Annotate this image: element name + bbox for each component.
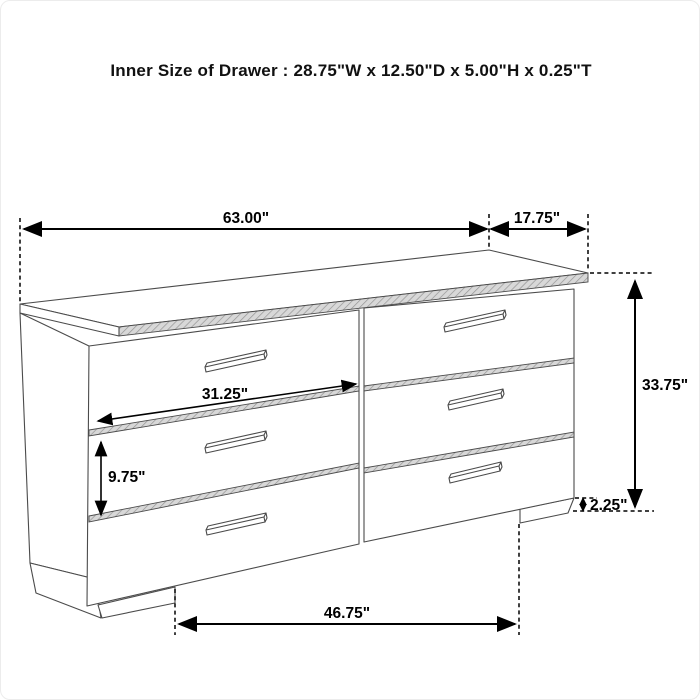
drawer-column-left — [87, 310, 359, 606]
dresser-body — [20, 250, 588, 618]
dim-base-height — [575, 497, 628, 514]
dim-overall-depth-label: 17.75" — [513, 210, 561, 227]
dim-drawer-height-label: 9.75" — [108, 469, 146, 486]
dim-overall-width-label: 63.00" — [222, 210, 270, 227]
dim-base-height-label: 2.25" — [590, 497, 628, 514]
dim-drawer-width-label: 31.25" — [201, 386, 249, 403]
dim-overall-height-label: 33.75" — [642, 377, 689, 394]
dresser-dimension-drawing — [1, 1, 700, 700]
dim-overall-height — [573, 273, 688, 511]
dresser-left-side-panel — [20, 313, 95, 579]
dim-base-width-label: 46.75" — [323, 605, 371, 622]
page-title: Inner Size of Drawer : 28.75"W x 12.50"D x 5.00"H x 0.25"T — [110, 61, 592, 80]
